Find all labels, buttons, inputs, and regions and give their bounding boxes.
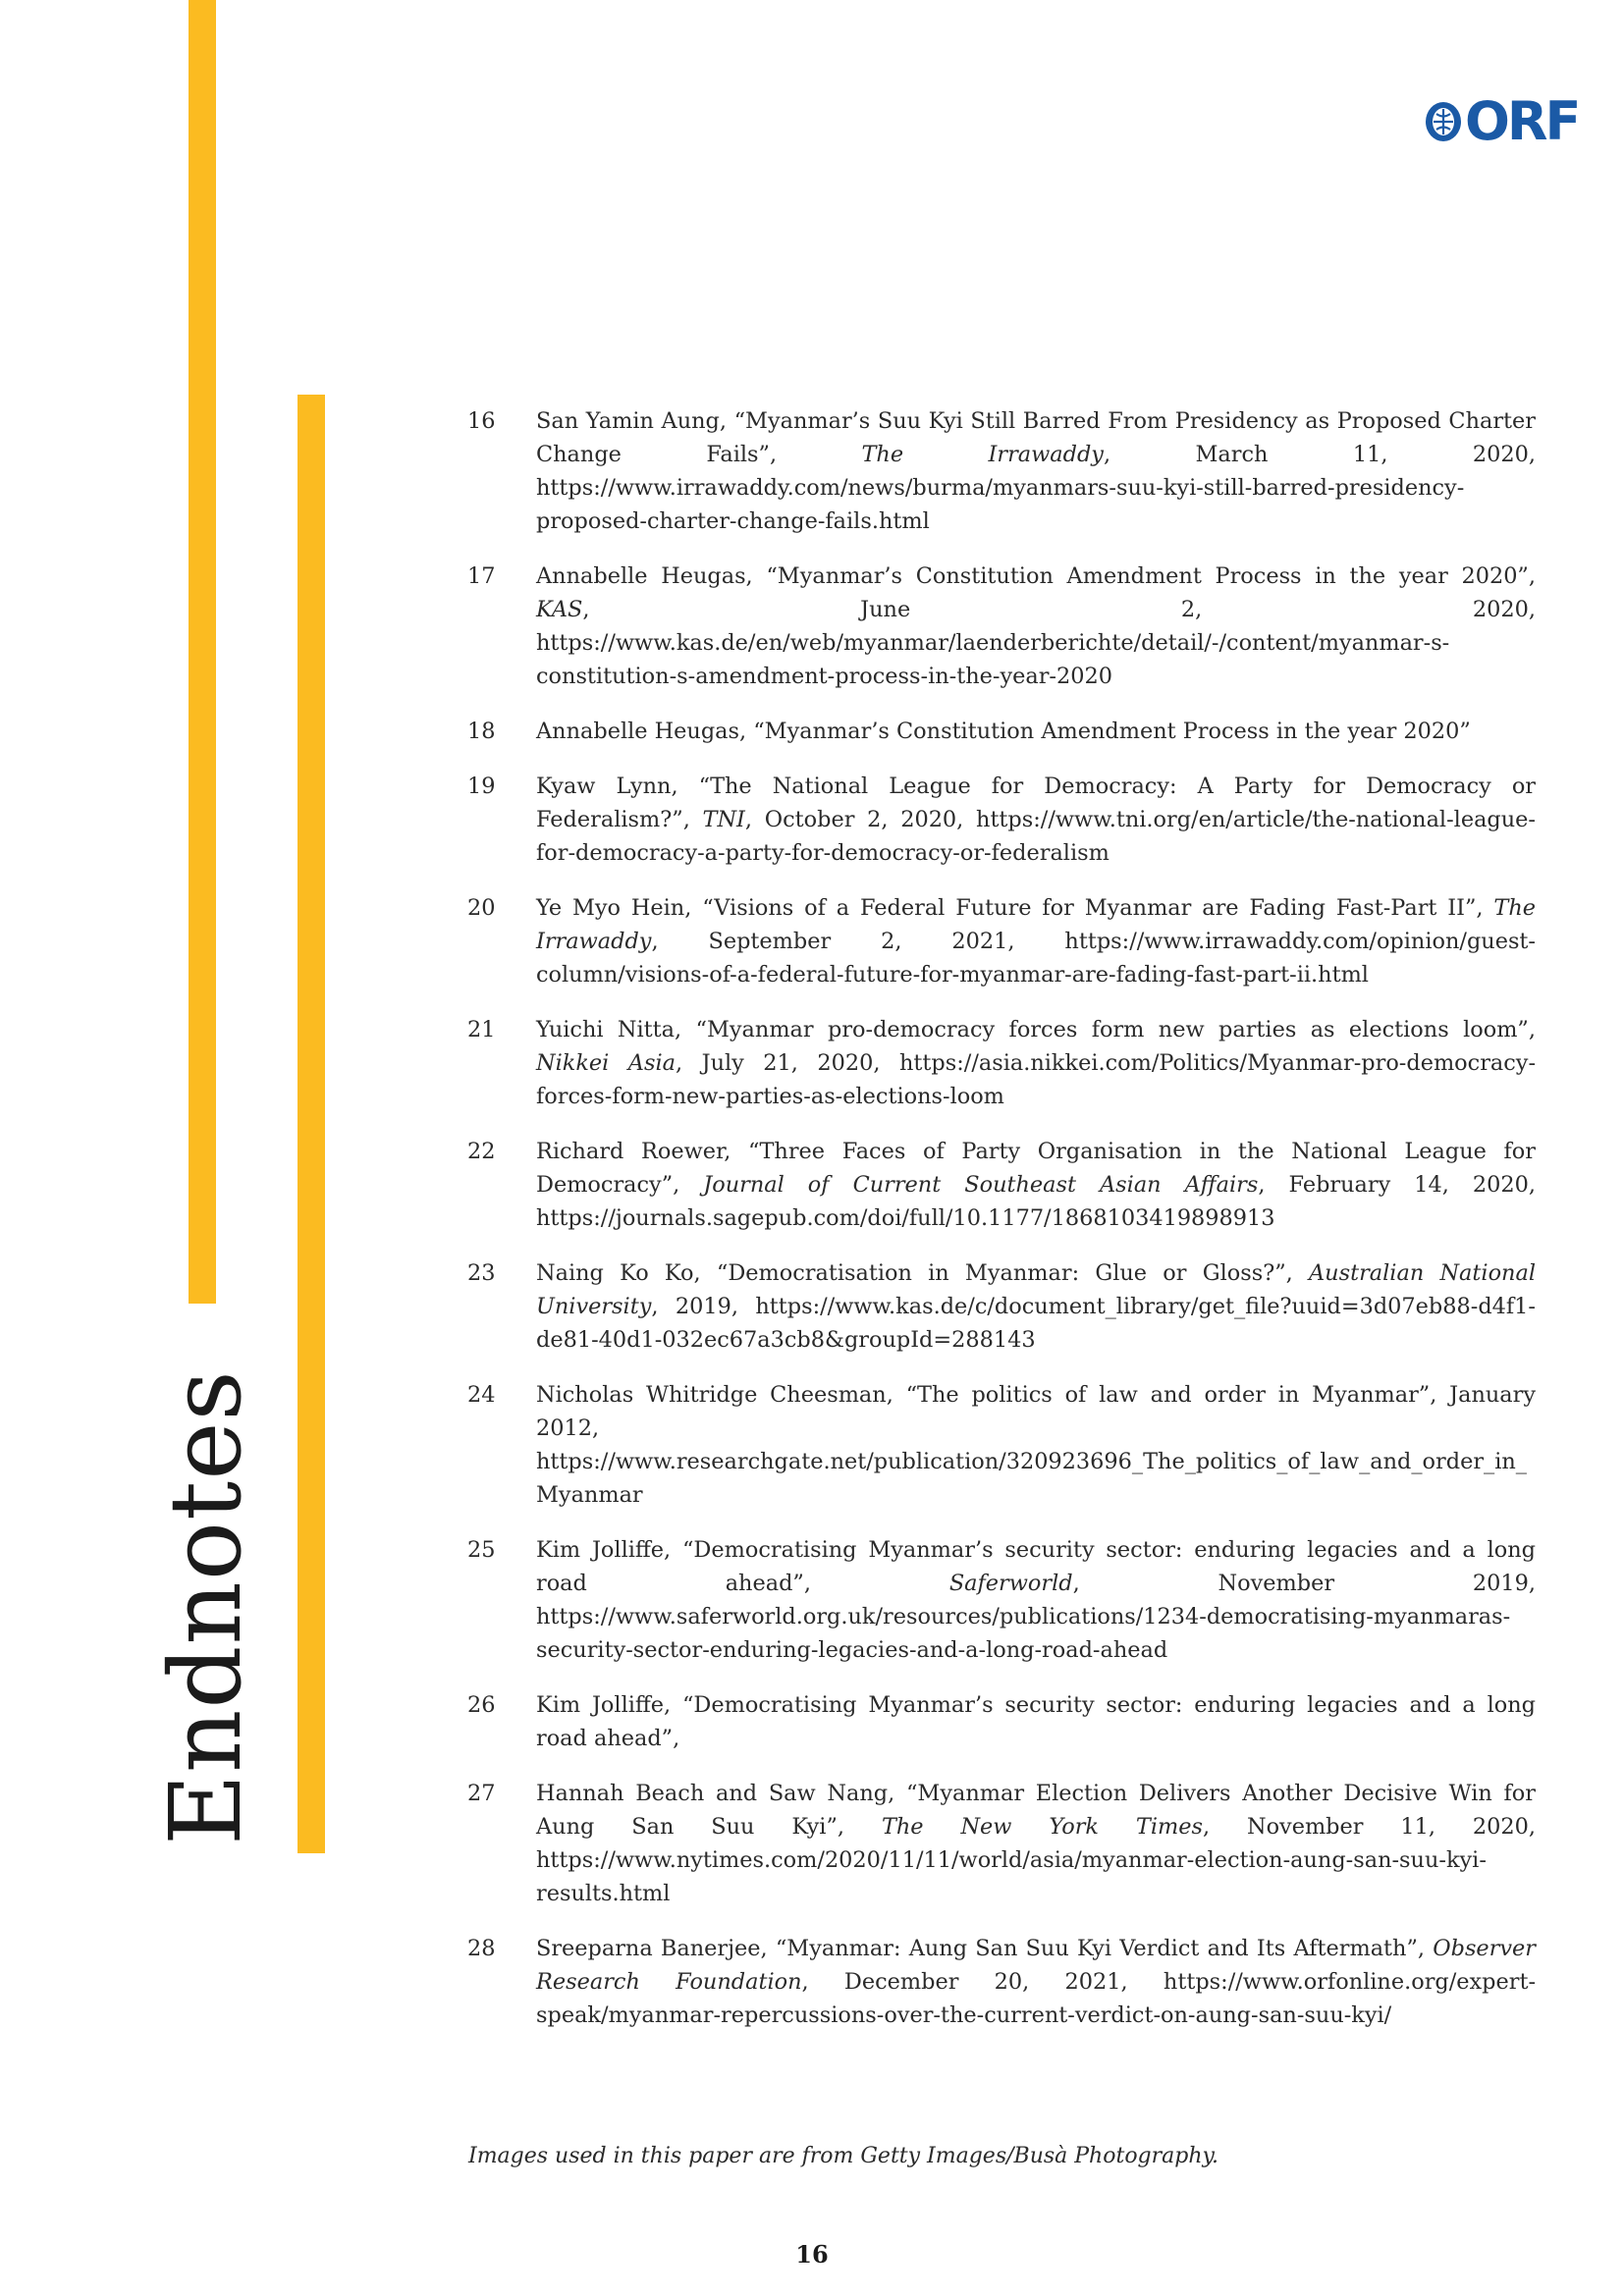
publication-name: Saferworld xyxy=(948,1571,1073,1596)
endnote-text xyxy=(536,1378,1536,1512)
orf-globe-icon xyxy=(1424,100,1463,143)
endnote-text-segment: , November 2019, https://www.saferworld.org.uk/resources/publications/1234-democratising-myanmaras-security-sector-enduring-legacies-and-a-long-road-ahead xyxy=(536,1571,1536,1663)
endnote-text-segment: Nicholas Whitridge Cheesman, “The politics of law and order in Myanmar”, January 2012, https://www.researchgate.net/publication/320923696_The_politics_of_law_and_order_in_Myanmar xyxy=(536,1382,1536,1508)
endnote-text-segment: Kim Jolliffe, “Democratising Myanmar’s security sector: enduring legacies and a long road ahead”, xyxy=(536,1537,1536,1596)
endnote-text-segment: Kyaw Lynn, “The National League for Democracy: A Party for Democracy or Federalism?”, xyxy=(536,774,1536,832)
endnote-item xyxy=(467,891,1536,991)
endnote-text xyxy=(536,1135,1536,1235)
endnote-number: 24 xyxy=(467,1382,496,1408)
endnote-text-segment: Hannah Beach and Saw Nang, “Myanmar Election Delivers Another Decisive Win for Aung San Suu Kyi”, xyxy=(536,1781,1536,1840)
endnote-text-segment: Yuichi Nitta, “Myanmar pro-democracy forces form new parties as elections loom”, xyxy=(536,1017,1536,1042)
endnote-item xyxy=(467,1688,1536,1755)
accent-bar-top xyxy=(189,0,216,1304)
publication-name: Nikkei Asia xyxy=(536,1050,676,1076)
endnote-item xyxy=(467,1135,1536,1235)
endnote-text-segment: Ye Myo Hein, “Visions of a Federal Future for Myanmar are Fading Fast-Part II”, xyxy=(536,895,1494,921)
publication-name: TNI xyxy=(702,807,745,832)
endnote-item xyxy=(467,1533,1536,1667)
endnote-text xyxy=(536,1013,1536,1113)
endnote-number: 16 xyxy=(467,408,496,434)
endnote-item xyxy=(467,404,1536,538)
section-title: Endnotes xyxy=(148,1369,263,1845)
endnote-number: 19 xyxy=(467,774,496,799)
logo-text: ORF xyxy=(1465,90,1579,152)
publication-name: The Irrawaddy xyxy=(536,895,1536,954)
endnote-item xyxy=(467,560,1536,693)
endnote-text-segment: , 2019, https://www.kas.de/c/document_library/get_file?uuid=3d07eb88-d4f1-de81-40d1-032ec67a3cb8&groupId=288143 xyxy=(536,1294,1536,1353)
endnote-number: 23 xyxy=(467,1260,496,1286)
endnote-text xyxy=(536,1688,1536,1755)
endnote-text xyxy=(536,560,1536,693)
endnote-text-segment: Sreeparna Banerjee, “Myanmar: Aung San Suu Kyi Verdict and Its Aftermath”, xyxy=(536,1936,1434,1961)
endnote-text-segment: , March 11, 2020, https://www.irrawaddy.com/news/burma/myanmars-suu-kyi-still-barred-presidency-proposed-charter-change-fails.html xyxy=(536,442,1536,534)
endnote-item xyxy=(467,1013,1536,1113)
endnote-text-segment: San Yamin Aung, “Myanmar’s Suu Kyi Still Barred From Presidency as Proposed Charter Change Fails”, xyxy=(536,408,1536,467)
endnote-text-segment: Annabelle Heugas, “Myanmar’s Constitution Amendment Process in the year 2020”, xyxy=(536,563,1536,589)
endnote-text-segment: , October 2, 2020, https://www.tni.org/en/article/the-national-league-for-democracy-a-party-for-democracy-or-federalism xyxy=(536,807,1536,866)
publication-name: Journal of Current Southeast Asian Affairs xyxy=(703,1172,1259,1198)
endnote-item xyxy=(467,1378,1536,1512)
endnote-item xyxy=(467,715,1536,748)
publication-name: KAS xyxy=(536,597,583,622)
endnote-text xyxy=(536,1932,1536,2032)
endnote-number: 26 xyxy=(467,1692,496,1718)
accent-bar-side xyxy=(298,395,325,1853)
endnote-number: 28 xyxy=(467,1936,496,1961)
endnote-item xyxy=(467,1256,1536,1357)
endnote-text xyxy=(536,770,1536,870)
endnote-text-segment: , July 21, 2020, https://asia.nikkei.com/Politics/Myanmar-pro-democracy-forces-form-new-parties-as-elections-loom xyxy=(536,1050,1537,1109)
endnotes-list xyxy=(467,404,1536,2054)
endnote-number: 17 xyxy=(467,563,496,589)
endnote-text xyxy=(536,1533,1536,1667)
endnote-text-segment: Kim Jolliffe, “Democratising Myanmar’s security sector: enduring legacies and a long road ahead”, xyxy=(536,1692,1536,1751)
publication-name: The Irrawaddy xyxy=(861,442,1104,467)
endnote-text-segment: , December 20, 2021, https://www.orfonline.org/expert-speak/myanmar-repercussions-over-the-current-verdict-on-aung-san-suu-kyi/ xyxy=(536,1969,1537,2028)
endnote-text-segment: , September 2, 2021, https://www.irrawaddy.com/opinion/guest-column/visions-of-a-federal-future-for-myanmar-are-fading-fast-part-ii.html xyxy=(536,929,1536,988)
endnote-text-segment: , February 14, 2020, https://journals.sagepub.com/doi/full/10.1177/1868103419898913 xyxy=(536,1172,1536,1231)
endnote-text-segment: Naing Ko Ko, “Democratisation in Myanmar: Glue or Gloss?”, xyxy=(536,1260,1310,1286)
endnote-number: 18 xyxy=(467,719,496,744)
endnote-text-segment: Richard Roewer, “Three Faces of Party Organisation in the National League for Democracy”, xyxy=(536,1139,1536,1198)
endnote-text-segment: , November 11, 2020, https://www.nytimes.com/2020/11/11/world/asia/myanmar-election-aung-san-suu-kyi-results.html xyxy=(536,1814,1536,1906)
endnote-text xyxy=(536,1777,1536,1910)
endnote-text-segment: Annabelle Heugas, “Myanmar’s Constitution Amendment Process in the year 2020” xyxy=(536,719,1471,744)
endnote-item xyxy=(467,1777,1536,1910)
endnote-number: 25 xyxy=(467,1537,496,1563)
endnote-item xyxy=(467,770,1536,870)
endnote-text xyxy=(536,891,1536,991)
image-credit: Images used in this paper are from Getty Images/Busà Photography. xyxy=(468,2144,1219,2168)
publication-name: Australian National University xyxy=(536,1260,1536,1319)
endnote-text-segment: , June 2, 2020, https://www.kas.de/en/web/myanmar/laenderberichte/detail/-/content/myanmar-s-constitution-s-amendment-process-in-the-year-2020 xyxy=(536,597,1536,689)
endnote-text xyxy=(536,715,1536,748)
endnote-text xyxy=(536,1256,1536,1357)
endnote-number: 20 xyxy=(467,895,496,921)
orf-logo xyxy=(1424,90,1579,152)
endnote-number: 21 xyxy=(467,1017,496,1042)
publication-name: The New York Times xyxy=(881,1814,1203,1840)
publication-name: Observer Research Foundation xyxy=(536,1936,1536,1995)
page-number: 16 xyxy=(795,2240,829,2269)
endnote-number: 22 xyxy=(467,1139,496,1164)
endnote-number: 27 xyxy=(467,1781,496,1806)
endnote-text xyxy=(536,404,1536,538)
endnote-item xyxy=(467,1932,1536,2032)
